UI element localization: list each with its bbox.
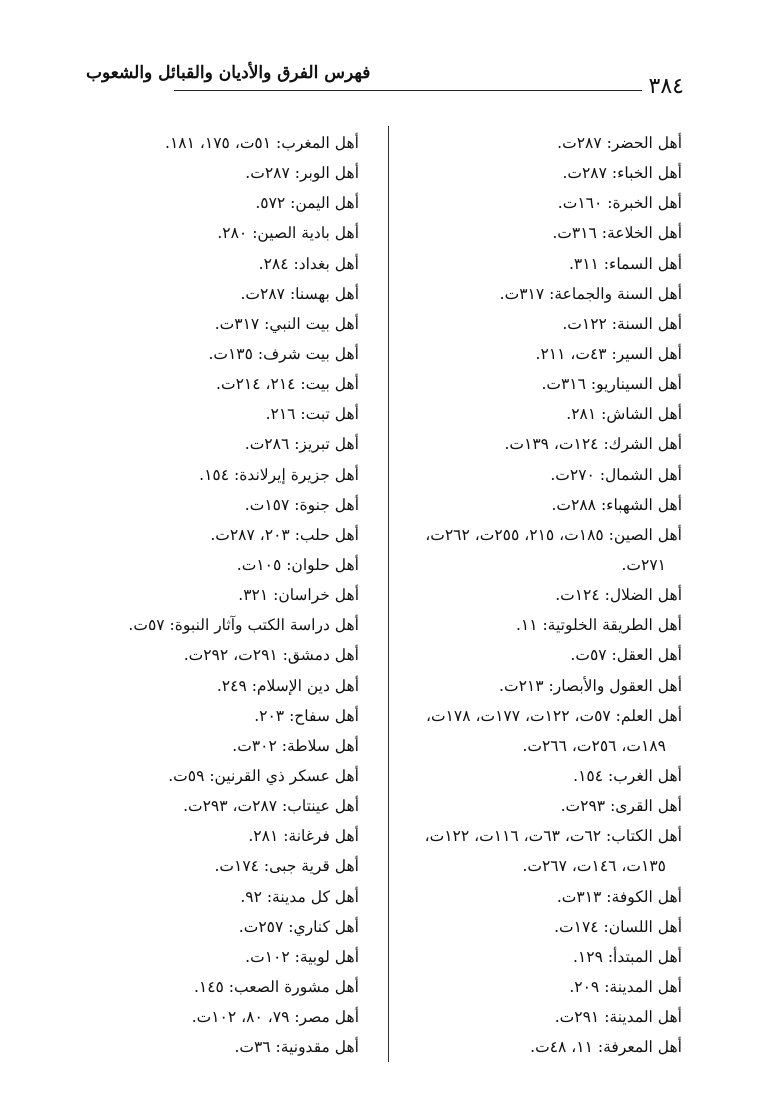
index-entry: أهل كل مدينة: ٩٢. — [240, 887, 359, 906]
index-entry: أهل الخباء: ٢٨٧ت. — [562, 164, 682, 183]
index-entry: أهل جنوة: ١٥٧ت. — [244, 495, 359, 514]
page-number: ٣٨٤ — [648, 74, 684, 99]
index-entry: أهل عينتاب: ٢٨٧ت، ٢٩٣ت. — [183, 797, 359, 816]
index-entry: أهل العلم: ٥٧ت، ١٢٢ت، ١٧٧ت، ١٧٨ت، — [425, 706, 682, 725]
index-entry: أهل الغرب: ١٥٤. — [573, 766, 682, 785]
index-entry: أهل المدينة: ٢٩١ت. — [554, 1008, 682, 1027]
index-entry: أهل عسكر ذي القرنين: ٥٩ت. — [168, 766, 359, 785]
index-entry: أهل الصين: ١٨٥ت، ٢١٥، ٢٥٥ت، ٢٦٢ت، — [425, 525, 682, 544]
index-entry: أهل المعرفة: ١١، ٤٨ت. — [530, 1038, 682, 1057]
index-entry: أهل الطريقة الخلوتية: ١١. — [515, 616, 682, 635]
index-entry: أهل الشهباء: ٢٨٨ت. — [551, 495, 682, 514]
index-entry: ١٨٩ت، ٢٥٦ت، ٢٦٦ت. — [522, 736, 666, 755]
index-entry: أهل المدينة: ٢٠٩. — [569, 977, 682, 996]
index-entry: أهل دراسة الكتب وآثار النبوة: ٥٧ت. — [128, 616, 359, 635]
index-entry: أهل مشورة الصعب: ١٤٥. — [193, 977, 359, 996]
index-entry: أهل سلاطة: ٣٠٢ت. — [232, 736, 359, 755]
index-entry: أهل تبريز: ٢٨٦ت. — [244, 435, 359, 454]
index-entry: أهل مصر: ٧٩، ٨٠، ١٠٢ت. — [191, 1008, 359, 1027]
index-entry: أهل بيت: ٢١٤، ٢١٤ت. — [216, 375, 359, 394]
index-entry: أهل دمشق: ٢٩١ت، ٢٩٢ت. — [183, 646, 359, 665]
index-entry: أهل الحضر: ٢٨٧ت. — [557, 134, 682, 152]
index-entry: أهل العقول والأبصار: ٢١٣ت. — [499, 676, 682, 695]
index-entry: أهل بيت شرف: ١٣٥ت. — [208, 344, 359, 363]
index-entry: ١٣٥ت، ١٤٦ت، ٢٦٧ت. — [522, 857, 666, 876]
index-entry: أهل السير: ٤٣ت، ٢١١. — [535, 344, 682, 363]
index-entry: أهل الخلاعة: ٣١٦ت. — [552, 224, 682, 243]
index-entry: أهل المبتدأ: ١٢٩. — [572, 947, 682, 966]
index-entry: أهل كناري: ٢٥٧ت. — [238, 917, 359, 936]
index-entry: أهل فرغانة: ٢٨١. — [248, 827, 359, 846]
index-entry: أهل دين الإسلام: ٢٤٩. — [216, 676, 359, 695]
index-entry: أهل المغرب: ٥١ت، ١٧٥، ١٨١. — [165, 134, 359, 152]
index-entry: أهل بهسنا: ٢٨٧ت. — [240, 284, 359, 303]
index-entry: أهل اليمن: ٥٧٢. — [255, 194, 359, 213]
index-entry: أهل بيت النبي: ٣١٧ت. — [214, 314, 359, 333]
running-title: فهرس الفرق والأديان والقبائل والشعوب — [86, 63, 371, 83]
index-entry: أهل السماء: ٣١١. — [568, 254, 682, 273]
index-column-left — [69, 128, 359, 1062]
index-entry: أهل اللسان: ١٧٤ت. — [554, 917, 682, 936]
column-divider — [388, 126, 389, 1062]
header-rule — [174, 90, 642, 91]
index-entry: أهل حلوان: ١٠٥ت. — [236, 555, 359, 574]
index-entry: أهل جزيرة إيرلاندة: ١٥٤. — [199, 465, 359, 484]
index-entry: أهل الشرك: ١٢٤ت، ١٣٩ت. — [504, 435, 682, 454]
index-entry: أهل العقل: ٥٧ت. — [570, 646, 682, 665]
index-entry: أهل بغداد: ٢٨٤. — [258, 254, 359, 273]
index-entry: أهل بادية الصين: ٢٨٠. — [217, 224, 359, 243]
index-entry: أهل السنة والجماعة: ٣١٧ت. — [499, 284, 682, 303]
index-entry: أهل سفاح: ٢٠٣. — [254, 706, 359, 725]
index-entry: أهل السنة: ١٢٢ت. — [562, 314, 682, 333]
index-entry: أهل حلب: ٢٠٣، ٢٨٧ت. — [210, 525, 359, 544]
index-entry: أهل مقدونية: ٣٦ت. — [234, 1038, 359, 1057]
index-entry: أهل الخبرة: ١٦٠ت. — [557, 194, 682, 213]
index-entry: أهل تبت: ٢١٦. — [265, 405, 359, 424]
index-entry: أهل الشاش: ٢٨١. — [566, 405, 682, 424]
index-entry: أهل الكوفة: ٣١٣ت. — [556, 887, 682, 906]
index-entry: أهل خراسان: ٣٢١. — [238, 586, 359, 605]
index-entry: أهل السيناريو: ٣١٦ت. — [541, 375, 682, 394]
page-header — [84, 62, 684, 102]
index-entry: أهل القرى: ٢٩٣ت. — [560, 797, 682, 816]
index-entry: أهل قرية جبى: ١٧٤ت. — [214, 857, 359, 876]
index-entry: أهل الضلال: ١٢٤ت. — [555, 586, 682, 605]
index-entry: أهل الشمال: ٢٧٠ت. — [550, 465, 682, 484]
index-entry: أهل الوبر: ٢٨٧ت. — [245, 164, 359, 183]
index-entry: أهل الكتاب: ٦٢ت، ٦٣ت، ١١٦ت، ١٢٢ت، — [424, 827, 682, 846]
index-entry: ٢٧١ت. — [621, 555, 666, 574]
index-entry: أهل لوبية: ١٠٢ت. — [245, 947, 359, 966]
index-column-right — [392, 128, 682, 1062]
